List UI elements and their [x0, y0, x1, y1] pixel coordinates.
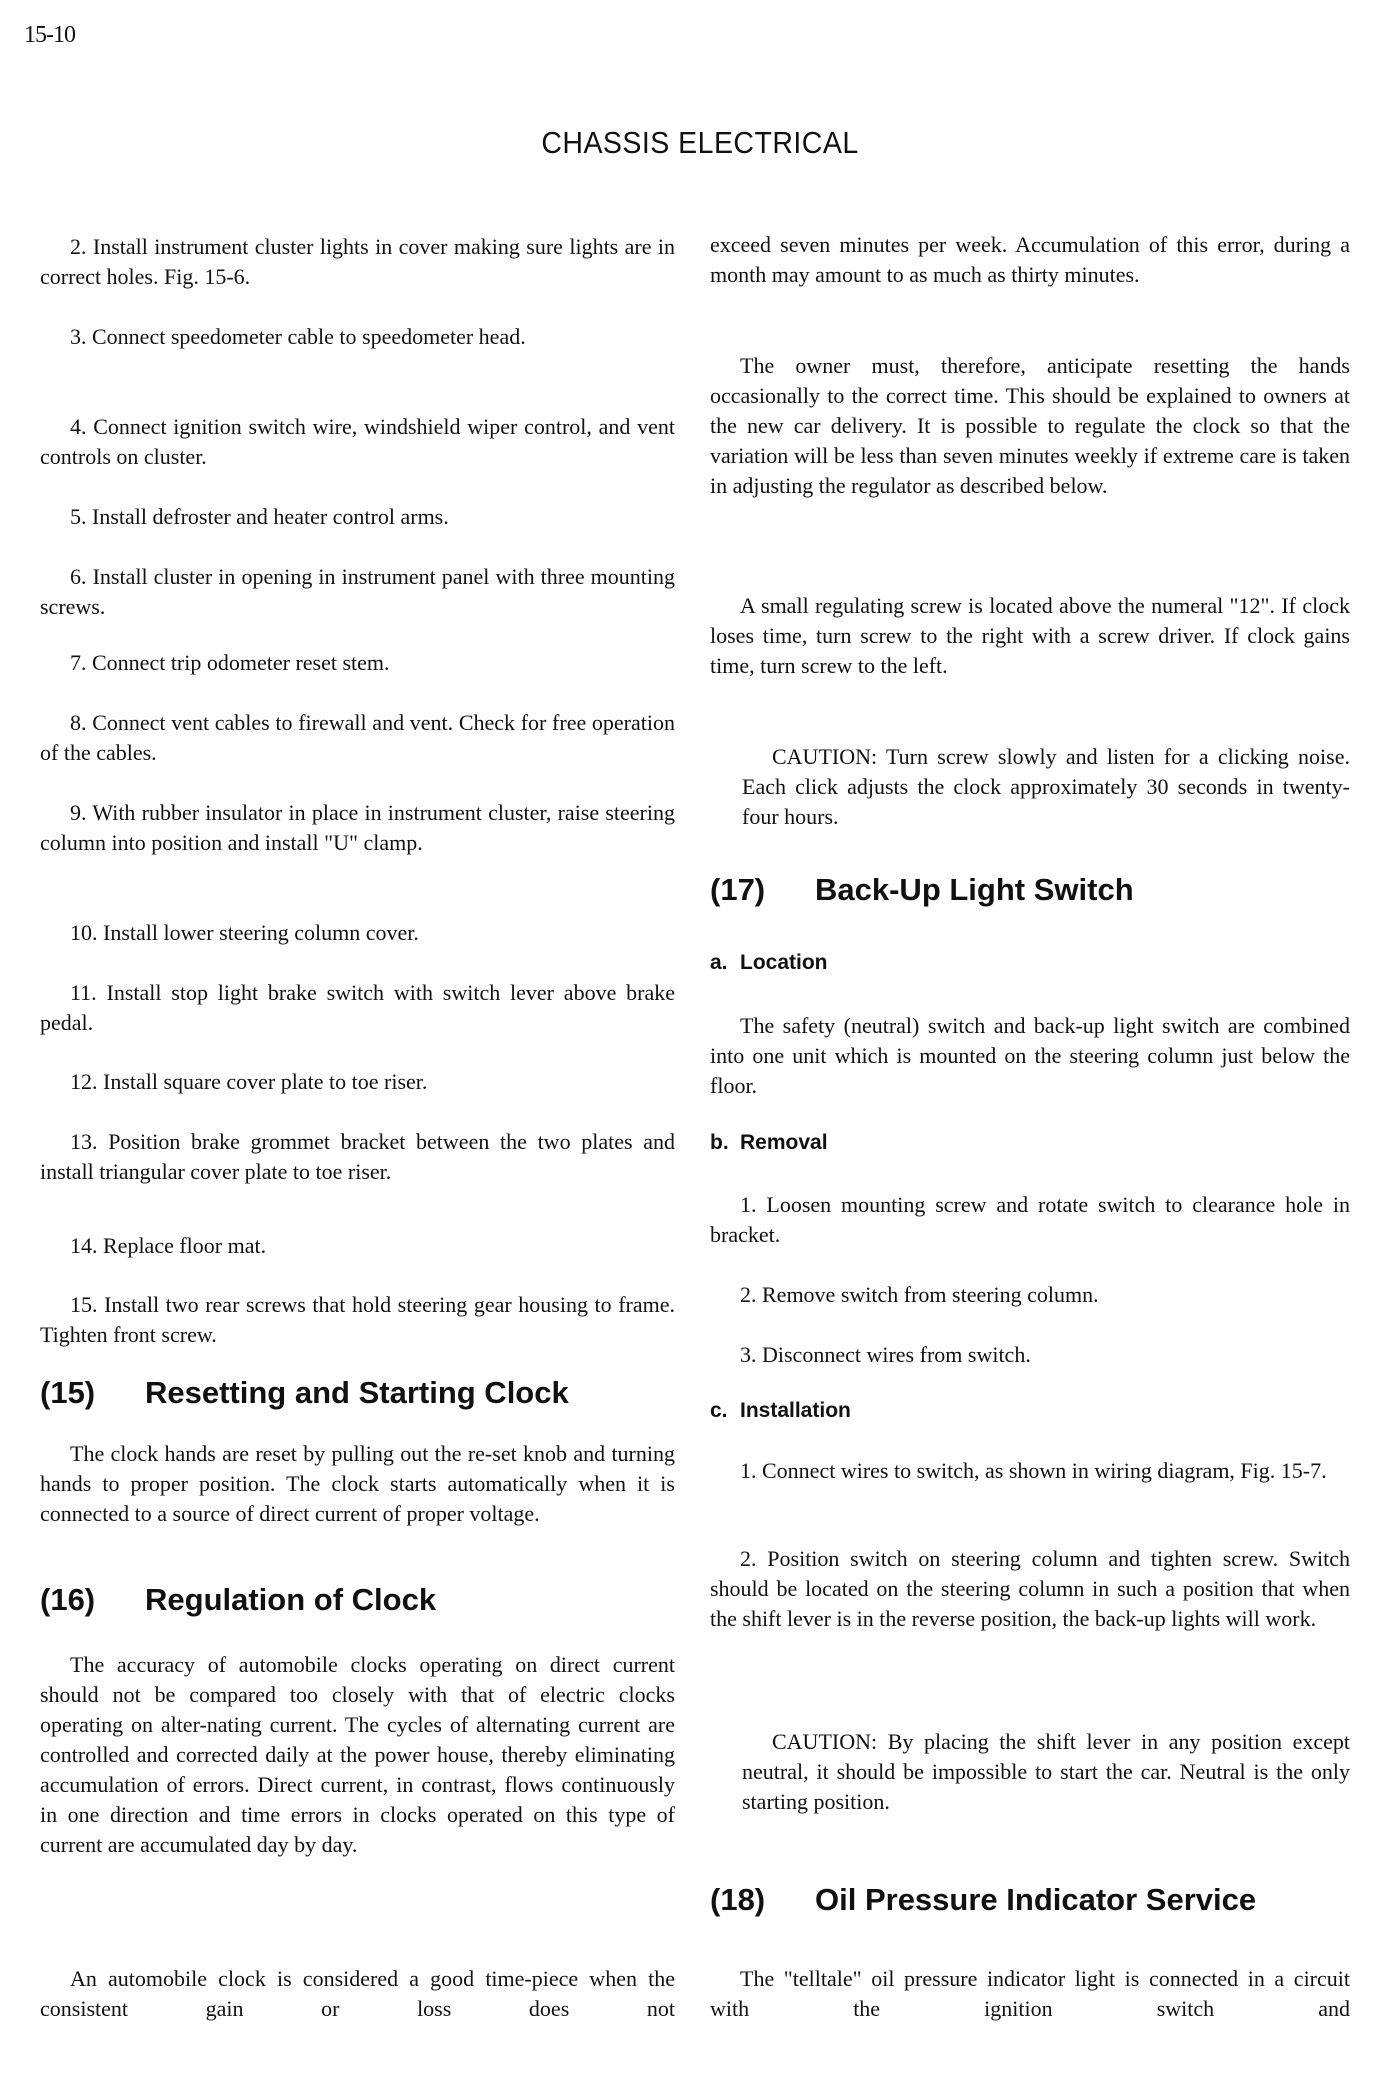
step-12: 12. Install square cover plate to toe riser. — [70, 1069, 428, 1094]
section-16-continued-paragraph-3: A small regulating screw is located above the numeral "12". If clock loses time, turn screw to the right with a screw driver. If clock gains time, turn screw to the left. — [710, 593, 1350, 678]
step-15: 15. Install two rear screws that hold steering gear housing to frame. Tighten front screw. — [40, 1292, 676, 1347]
caution-note-shift-lever: CAUTION: By placing the shift lever in any position except neutral, it should be impossible to start the car. Neutral is the only starting position. — [742, 1729, 1350, 1814]
section-17-heading — [710, 870, 1134, 910]
section-title: Back-Up Light Switch — [815, 872, 1134, 907]
section-16-continued-paragraph-2: The owner must, therefore, anticipate resetting the hands occasionally to the correct time. This should be explained to owners at the new car delivery. It is possible to regulate the clock so that the variation will be less than seven minutes weekly if extreme care is taken in adjusting the regulator as described below. — [710, 353, 1350, 498]
page-title: CHASSIS ELECTRICAL — [541, 124, 859, 160]
section-15-paragraph: The clock hands are reset by pulling out the re-set knob and turning hands to proper position. The clock starts automatically when it is connected to a source of direct current of proper voltage. — [40, 1441, 675, 1526]
step-5: 5. Install defroster and heater control arms. — [70, 504, 449, 529]
installation-step-2: 2. Position switch on steering column and tighten screw. Switch should be located on the steering column in such a position that when the shift lever is in the reverse position, the back-up lights will work. — [710, 1546, 1351, 1631]
step-10: 10. Install lower steering column cover. — [70, 920, 419, 945]
page-number: 15-10 — [24, 22, 75, 48]
step-2: 2. Install instrument cluster lights in cover making sure lights are in correct holes. Fig. 15-6. — [40, 234, 676, 289]
section-title: Regulation of Clock — [145, 1582, 437, 1617]
section-15-heading — [40, 1373, 569, 1413]
section-number: (15) — [40, 1375, 96, 1410]
location-paragraph: The safety (neutral) switch and back-up light switch are combined into one unit which is mounted on the steering column just below the floor. — [710, 1013, 1350, 1098]
subheading-location: a. Location — [710, 951, 828, 974]
step-6: 6. Install cluster in opening in instrument panel with three mounting screws. — [40, 564, 675, 619]
section-16-continued-paragraph-1: exceed seven minutes per week. Accumulation of this error, during a month may amount to as much as thirty minutes. — [710, 232, 1350, 287]
removal-step-1: 1. Loosen mounting screw and rotate switch to clearance hole in bracket. — [710, 1192, 1350, 1247]
step-11: 11. Install stop light brake switch with switch lever above brake pedal. — [40, 980, 675, 1035]
step-4: 4. Connect ignition switch wire, windshield wiper control, and vent controls on cluster. — [40, 414, 675, 469]
section-number: (18) — [710, 1882, 766, 1917]
removal-step-2: 2. Remove switch from steering column. — [740, 1282, 1099, 1307]
step-13: 13. Position brake grommet bracket between the two plates and install triangular cover plate to toe riser. — [40, 1129, 676, 1184]
section-16-heading — [40, 1580, 436, 1620]
step-14: 14. Replace floor mat. — [70, 1233, 267, 1258]
section-title: Oil Pressure Indicator Service — [815, 1882, 1257, 1917]
subheading-installation: c. Installation — [710, 1399, 851, 1422]
installation-step-1: 1. Connect wires to switch, as shown in wiring diagram, Fig. 15-7. — [740, 1458, 1327, 1483]
caution-note-regulating-screw: CAUTION: Turn screw slowly and listen for a clicking noise. Each click adjusts the clock approximately 30 seconds in twenty-four hours. — [742, 744, 1350, 829]
subheading-removal: b. Removal — [710, 1131, 828, 1154]
section-16-paragraph-2: An automobile clock is considered a good time-piece when the consistent gain or loss does not — [40, 1966, 675, 2021]
section-number: (17) — [710, 872, 766, 907]
step-9: 9. With rubber insulator in place in instrument cluster, raise steering column into position and install "U" clamp. — [40, 800, 675, 855]
section-18-heading — [710, 1880, 1256, 1920]
step-3: 3. Connect speedometer cable to speedometer head. — [70, 324, 526, 349]
removal-step-3: 3. Disconnect wires from switch. — [740, 1342, 1031, 1367]
section-16-paragraph-1: The accuracy of automobile clocks operating on direct current should not be compared too closely with that of electric clocks operating on alter-nating current. The cycles of alternating current are controlled and corrected daily at the power house, thereby eliminating accumulation of errors. Direct current, in contrast, flows continuously in one direction and time errors in clocks operated on this type of current are accumulated day by day. — [40, 1652, 675, 1857]
section-number: (16) — [40, 1582, 96, 1617]
section-title: Resetting and Starting Clock — [145, 1375, 569, 1410]
step-7: 7. Connect trip odometer reset stem. — [70, 650, 390, 675]
section-18-paragraph: The "telltale" oil pressure indicator light is connected in a circuit with the ignition switch and — [710, 1966, 1350, 2021]
step-8: 8. Connect vent cables to firewall and vent. Check for free operation of the cables. — [40, 710, 675, 765]
